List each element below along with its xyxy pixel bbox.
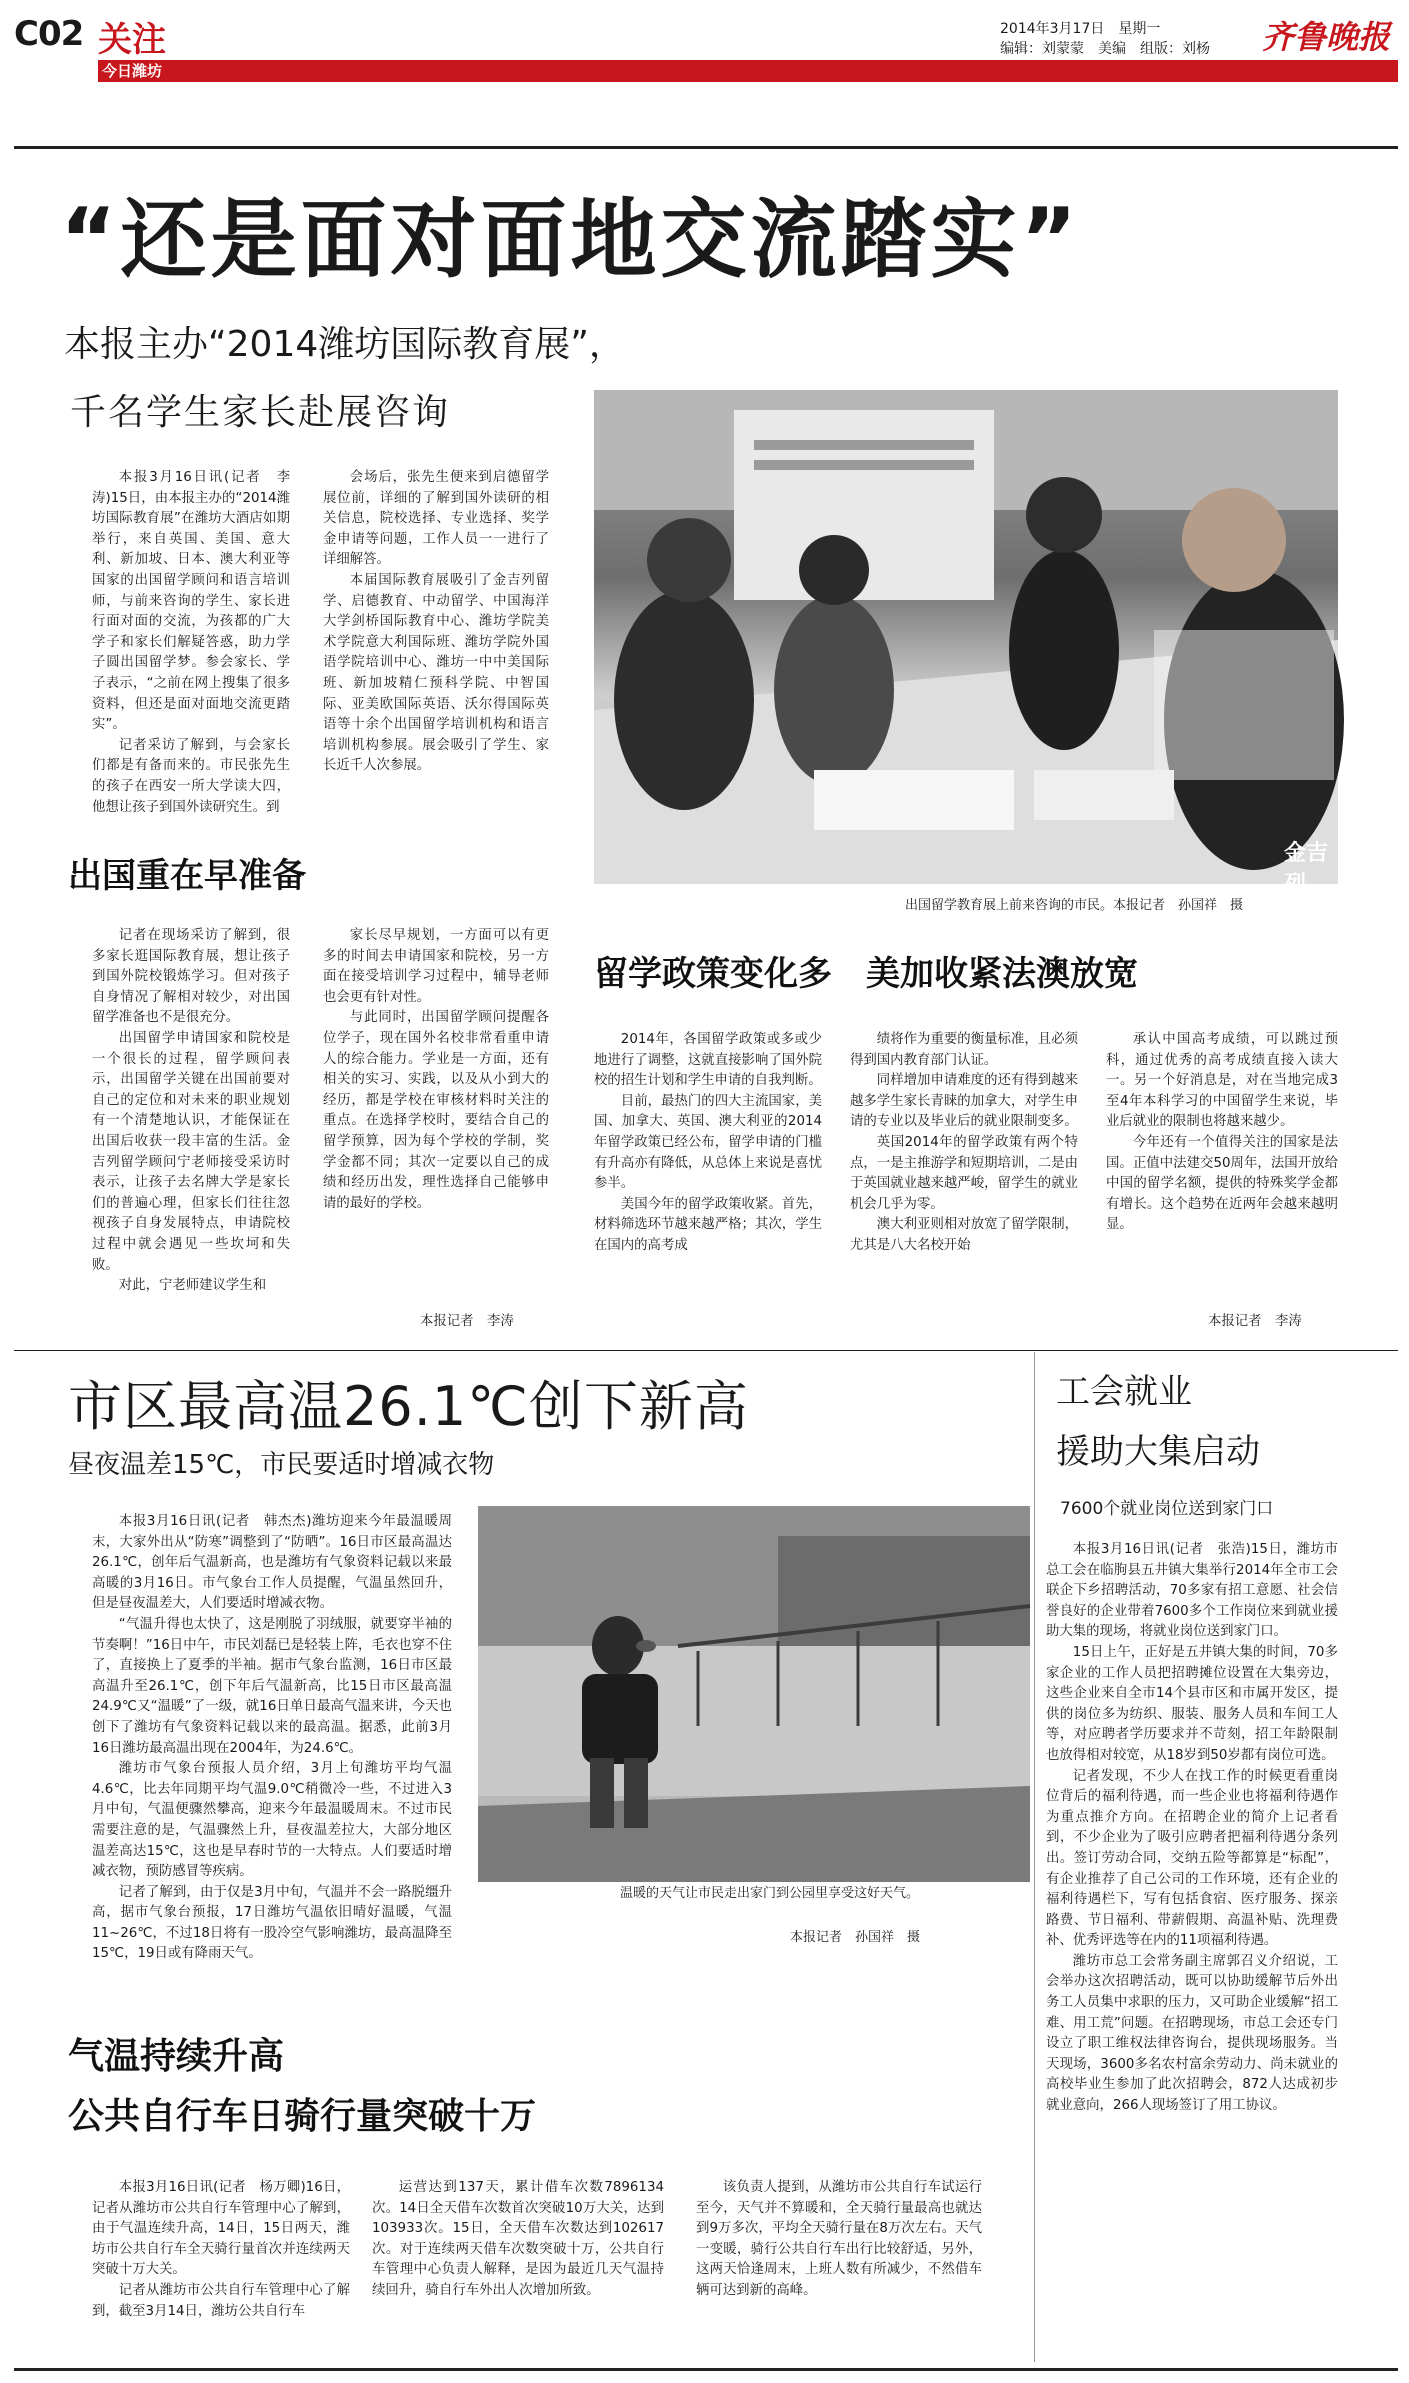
story2-col1 xyxy=(594,1030,822,1330)
story1-byline: 本报记者 李涛 xyxy=(420,1314,514,1329)
paragraph: 美国今年的留学政策收紧。首先，材料筛选环节越来越严格；其次，学生在国内的高考成 xyxy=(594,1196,822,1253)
subsection-bar xyxy=(98,60,1398,82)
paragraph: 本报3月16日讯(记者 张浩)15日，潍坊市总工会在临朐县五井镇大集举行2014年全市工会联企下乡招聘活动，70多家有招工意愿、社会信誉良好的企业带着7600多个工作岗位来到就业援助大集的现场，将就业岗位送到家门口。 xyxy=(1046,1542,1338,1640)
paragraph: “气温升得也太快了，这是刚脱了羽绒服，就要穿半袖的节奏啊！”16日中午，市民刘磊已是轻装上阵，毛衣也穿不住了，直接换上了夏季的半袖。据市气象台监测，16日市区最高温升至26.1℃，创下年后气温新高，比15日市区最高温24.9℃又“温暖”了一级，就16日单日最高气温来讲，今天也创下了潍坊有气象资料记载以来的最高温。据悉，此前3月16日潍坊最高温出现在2004年，为24.6℃。 xyxy=(92,1616,452,1756)
paragraph: 英国2014年的留学政策有两个特点，一是主推游学和短期培训，二是由于英国就业越来越严峻，留学生的就业机会几乎为零。 xyxy=(850,1134,1078,1212)
story4-col2 xyxy=(372,2178,664,2362)
paragraph: 承认中国高考成绩，可以跳过预科，通过优秀的高考成绩直接入读大一。另一个好消息是，对在当地完成3至4年本科学习的中国留学生来说，毕业后就业的限制也将越来越少。 xyxy=(1106,1032,1338,1130)
paragraph: 记者发现，不少人在找工作的时候更看重岗位背后的福利待遇，而一些企业也将福利待遇作为重点推介方向。在招聘企业的简介上记者看到，不少企业为了吸引应聘者把福利待遇分条列出。签订劳动合同，交纳五险等都算是“标配”，有企业推荐了自己公司的工作环境，还有企业的福利待遇栏下，写有包括食宿、医疗服务、探亲路费、节日福利、带薪假期、高温补贴、洗理费补、优秀评选等在内的11项福利待遇。 xyxy=(1046,1768,1338,1949)
paragraph: 记者在现场采访了解到，很多家长逛国际教育展，想让孩子到国外院校锻炼学习。但对孩子自身情况了解相对较少，对出国留学准备也不是很充分。 xyxy=(92,928,290,1026)
paragraph: 本届国际教育展吸引了金吉列留学、启德教育、中动留学、中国海洋大学剑桥国际教育中心、潍坊学院美术学院意大利国际班、潍坊学院外国语学院培训中心、潍坊一中中美国际班、新加坡精仁预科学院、中智国际、亚美欧国际英语、沃尔得国际英语等十余个出国留学培训机构和语言培训机构参展。展会吸引了学生、家长近千人次参展。 xyxy=(323,572,549,774)
story1-sub-col2 xyxy=(323,926,549,1306)
story2-headline: 留学政策变化多 美加收紧法澳放宽 xyxy=(594,954,1138,994)
mid-rule xyxy=(14,1350,1398,1351)
paragraph: 记者采访了解到，与会家长们都是有备而来的。市民张先生的孩子在西安一所大学读大四，他想让孩子到国外读研究生。到 xyxy=(92,737,290,815)
paragraph: 15日上午，正好是五井镇大集的时间，70多家企业的工作人员把招聘摊位设置在大集旁边，这些企业来自全市14个县市区和市属开发区，提供的岗位多为纺织、服装、服务人员和车间工人等，对应聘者学历要求并不苛刻，招工年龄限制也放得相对较宽，从18岁到50岁都有岗位可选。 xyxy=(1046,1644,1338,1763)
paragraph: 2014年，各国留学政策或多或少地进行了调整，这就直接影响了国外院校的招生计划和学生申请的自我判断。 xyxy=(594,1032,822,1089)
bottom-rule xyxy=(14,2368,1398,2371)
park-child-photo xyxy=(478,1506,1030,1882)
park-scene-illustration xyxy=(478,1506,1030,1882)
photo2-credit: 本报记者 孙国祥 摄 xyxy=(790,1930,921,1945)
paragraph: 对此，宁老师建议学生和 xyxy=(118,1278,267,1294)
subsection-label: 今日潍坊 xyxy=(102,62,163,80)
story1-subhead: 出国重在早准备 xyxy=(68,856,306,896)
story3-col1 xyxy=(92,1512,452,2060)
paragraph: 本报3月16日讯(记者 韩杰杰)潍坊迎来今年最温暖周末，大家外出从“防寒”调整到了“防晒”。16日市区最高温达26.1℃，创年后气温新高，也是潍坊有气象资料记载以来最高暖的3月16日。市气象台工作人员提醒，气温虽然回升，但是昼夜温差大，人们要适时增减衣物。 xyxy=(92,1514,452,1612)
story3-deck: 昼夜温差15℃，市民要适时增减衣物 xyxy=(68,1450,495,1480)
story1-headline: “还是面对面地交流踏实” xyxy=(60,190,1082,290)
story3-headline: 市区最高温26.1℃创下新高 xyxy=(68,1375,749,1438)
paragraph: 会场后，张先生便来到启德留学展位前，详细的了解到国外读研的相关信息，院校选择、专业选择、奖学金申请等问题，工作人员一一进行了详细解答。 xyxy=(323,470,549,568)
story5-body xyxy=(1046,1540,1338,2362)
story5-deck: 7600个就业岗位送到家门口 xyxy=(1060,1499,1274,1519)
story2-byline: 本报记者 李涛 xyxy=(1208,1314,1302,1329)
story4-headline2: 公共自行车日骑行量突破十万 xyxy=(68,2096,537,2137)
paragraph: 本报3月16日讯(记者 杨万卿)16日，记者从潍坊市公共自行车管理中心了解到，由于气温连续升高，14日，15日两天，潍坊市公共自行车全天骑行量首次并连续两天突破十万大关。 xyxy=(92,2180,350,2278)
top-rule xyxy=(14,146,1398,149)
education-fair-photo xyxy=(594,390,1338,897)
paragraph: 本报3月16日讯(记者 李涛)15日，由本报主办的“2014潍坊国际教育展”在潍坊大酒店如期举行，来自英国、美国、意大利、新加坡、日本、澳大利亚等国家的出国留学顾问和语言培训师，与前来咨询的学生、家长进行面对面的交流，为孩都的广大学子和家长们解疑答惑，助力学子圆出国留学梦。参会家长、学子表示，“之前在网上搜集了很多资料，但还是面对面地交流更踏实”。 xyxy=(92,470,290,733)
photo2-caption: 温暖的天气让市民走出家门到公园里享受这好天气。 xyxy=(620,1886,920,1901)
paragraph: 潍坊市总工会常务副主席郭召义介绍说，工会举办这次招聘活动，既可以协助缓解节后外出务工人员集中求职的压力，又可助企业缓解“招工难、用工荒”问题。在招聘现场，市总工会还专门设立了职工维权法律咨询台，提供现场服务。当天现场，3600多名农村富余劳动力、尚未就业的高校毕业生参加了此次招聘会，872人达成初步就业意向，266人现场签订了用工协议。 xyxy=(1046,1953,1338,2114)
editors-line: 编辑：刘蒙蒙 美编 组版：刘杨 xyxy=(1000,41,1210,57)
paragraph: 运营达到137天，累计借车次数7896134次。14日全天借车次数首次突破10万大关，达到103933次。15日，全天借车次数达到102617次。对于连续两天借车次数突破十万，公共自行车管理中心负责人解释，是因为最近几天气温持续回升，骑自行车外出人次增加所致。 xyxy=(372,2180,664,2298)
paragraph: 目前，最热门的四大主流国家，美国、加拿大、英国、澳大利亚的2014年留学政策已经公布，留学申请的门槛有升高亦有降低，从总体上来说是喜忧参半。 xyxy=(594,1093,822,1192)
story2-col3 xyxy=(1106,1030,1338,1306)
paragraph: 记者从潍坊市公共自行车管理中心了解到，截至3月14日，潍坊公共自行车 xyxy=(92,2282,350,2319)
date-line: 2014年3月17日 星期一 xyxy=(1000,21,1161,37)
story1-col1 xyxy=(92,468,290,830)
paragraph: 出国留学申请国家和院校是一个很长的过程，留学顾问表示，出国留学关键在出国前要对自己的定位和对未来的职业规划有一个清楚地认识，才能保证在出国后收获一段丰富的生活。金吉列留学顾问宁老师接受采访时表示，让孩子去名牌大学是家长们的普遍心理，但家长们往往忽视孩子自身发展特点，申请院校过程中就会遇见一些坎坷和失败。 xyxy=(92,1030,290,1273)
paragraph: 潍坊市气象台预报人员介绍，3月上旬潍坊平均气温4.6℃，比去年同期平均气温9.0℃稍微冷一些，不过进入3月中旬，气温便骤然攀高，迎来今年最温暖周末。不过市民需要注意的是，气温骤然上升，昼夜温差拉大，大部分地区温差高达15℃，这也是早春时节的一大特点。人们要适时增减衣物，预防感冒等疾病。 xyxy=(92,1761,452,1880)
page-code: C02 xyxy=(14,14,84,54)
story1-deck1: 本报主办“2014潍坊国际教育展”， xyxy=(64,324,625,365)
paragraph: 同样增加申请难度的还有得到越来越多学生家长青睐的加拿大，对学生申请的专业以及毕业后的就业限制变多。 xyxy=(850,1073,1078,1130)
story2-col2 xyxy=(850,1030,1078,1330)
story4-col3 xyxy=(696,2178,982,2362)
paragraph: 与此同时，出国留学顾问提醒各位学子，现在国外名校非常看重申请人的综合能力。学业是一方面，还有相关的实习、实践，以及从小到大的经历，都是学校在审核材料时关注的重点。在选择学校时，要结合自己的留学预算，因为每个学校的学制，奖学金都不同；其次一定要以自己的成绩和经历出发，理性选择自己能够申请的最好的学校。 xyxy=(323,1010,549,1211)
paragraph: 记者了解到，由于仅是3月中旬，气温并不会一路脱缰升高，据市气象台预报，17日潍坊气温依旧晴好温暖，气温11~26℃，不过18日将有一股冷空气影响潍坊，最高温降至15℃，19日或有降雨天气。 xyxy=(92,1884,452,1962)
section-title: 关注 xyxy=(98,20,166,60)
story4-col1 xyxy=(92,2178,350,2362)
paragraph: 家长尽早规划，一方面可以有更多的时间去申请国家和院校，另一方面在接受培训学习过程中，辅导老师也会更有针对性。 xyxy=(323,928,549,1005)
story1-col2 xyxy=(323,468,549,830)
story1-deck2: 千名学生家长赴展咨询 xyxy=(70,392,451,433)
sidebar-rule xyxy=(1034,1352,1035,2362)
newspaper-logo: 齐鲁晚报 xyxy=(1262,18,1391,56)
paragraph: 绩将作为重要的衡量标准，且必须得到国内教育部门认证。 xyxy=(850,1032,1078,1068)
paragraph: 澳大利亚则相对放宽了留学限制，尤其是八大名校开始 xyxy=(850,1217,1078,1253)
story5-headline2: 援助大集启动 xyxy=(1056,1432,1260,1472)
paragraph: 该负责人提到，从潍坊市公共自行车试运行至今，天气并不算暖和，全天骑行量最高也就达到9万多次，平均全天骑行量在8万次左右。天气一变暖，骑行公共自行车出行比较舒适，另外，这两天恰逢周末，上班人数有所减少，不然借车辆可达到新的高峰。 xyxy=(696,2180,982,2298)
fair-scene-illustration xyxy=(594,390,1338,884)
story1-sub-col1 xyxy=(92,926,290,1332)
paragraph: 今年还有一个值得关注的国家是法国。正值中法建交50周年，法国开放给中国的留学名额，提供的特殊奖学金都有增长。这个趋势在近两年会越来越明显。 xyxy=(1106,1134,1338,1233)
story5-headline1: 工会就业 xyxy=(1056,1372,1192,1412)
photo1-caption: 出国留学教育展上前来咨询的市民。本报记者 孙国祥 摄 xyxy=(905,898,1244,913)
banner-sign-text: 金吉列 xyxy=(1284,841,1329,897)
story4-headline1: 气温持续升高 xyxy=(68,2036,285,2077)
